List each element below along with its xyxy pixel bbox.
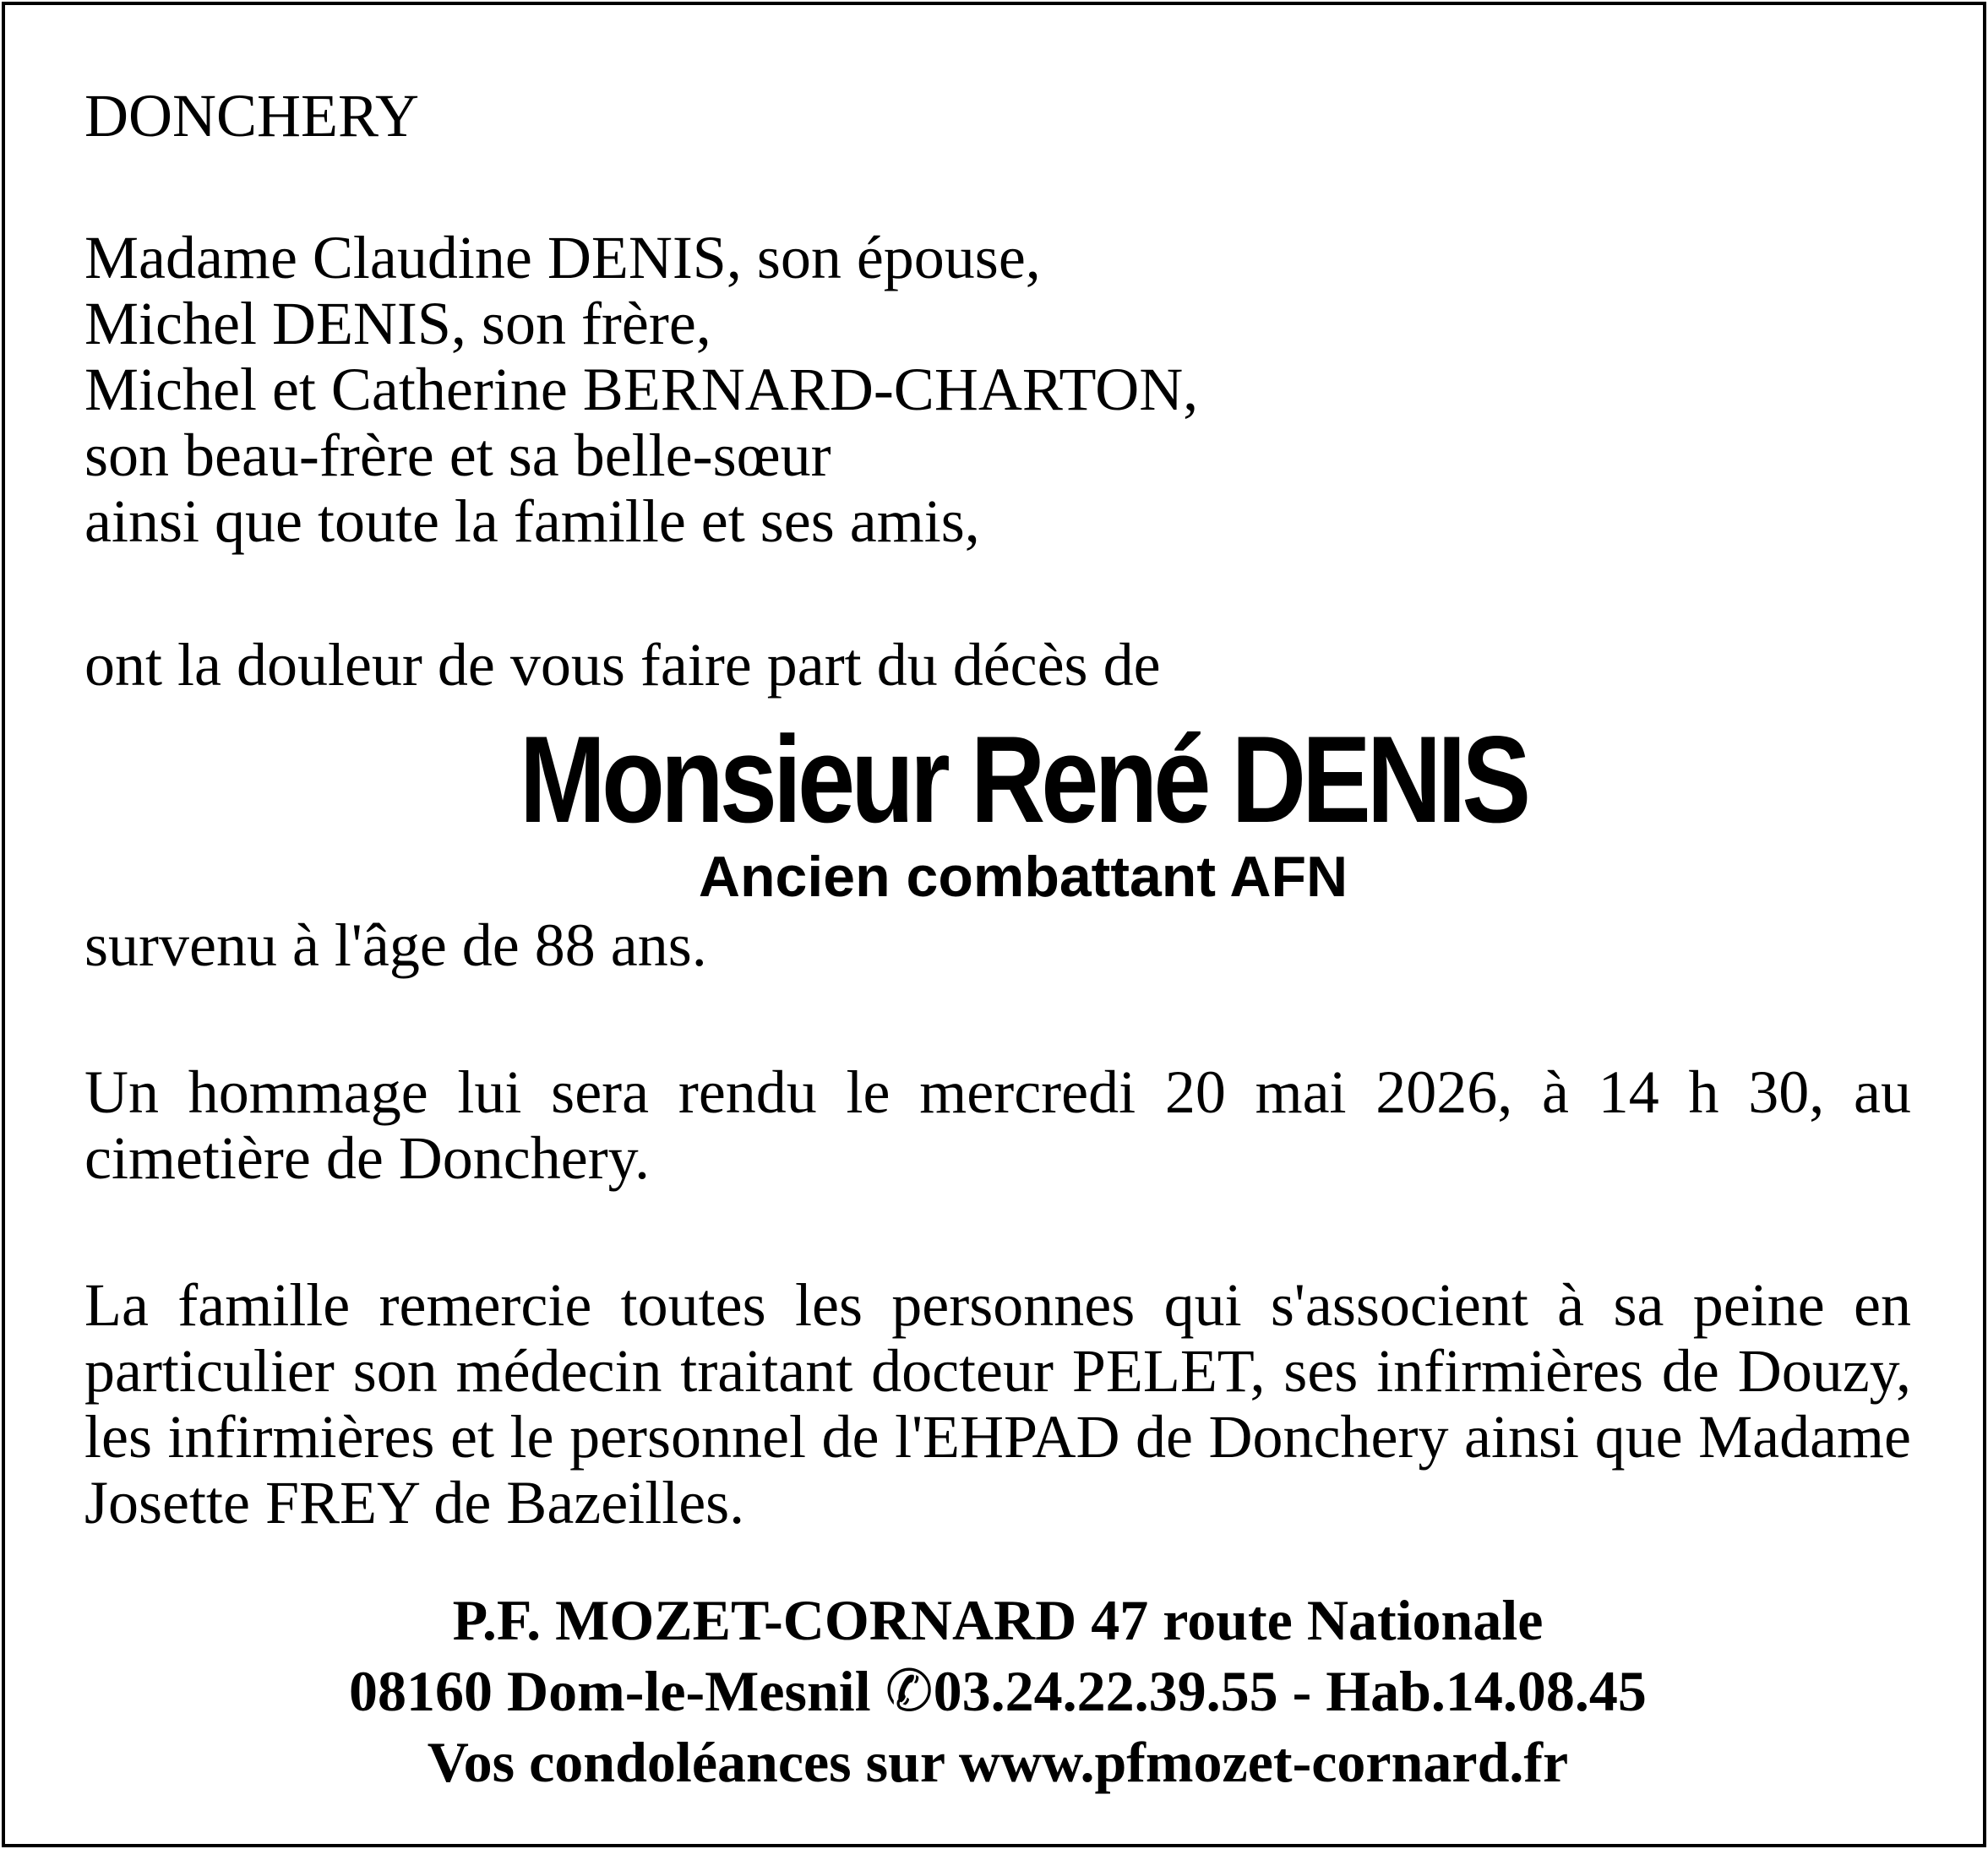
notice-frame [2,2,1986,1847]
funeral-home-address: 08160 Dom-le-Mesnil [349,1659,885,1723]
spacer [84,554,1911,632]
funeral-home-name: P.F. MOZET-CORNARD 47 route Nationale [452,1588,1544,1652]
funeral-home-contact [84,1656,1911,1727]
announcement-text: ont la douleur de vous faire part du décès de [84,631,1161,699]
funeral-home-website: Vos condoléances sur www.pfmozet-cornard.fr [427,1730,1569,1794]
funeral-home-block [84,1585,1911,1797]
ceremony-text: Un hommage lui sera rendu le mercredi 20 mai 2026, à 14 h 30, au cimetière de Donchery. [84,1058,1911,1192]
phone-icon: ✆ [885,1659,934,1723]
spacer [84,149,1911,225]
deceased-title: Ancien combattant AFN [698,845,1348,909]
family-line: ainsi que toute la famille et ses amis, [84,487,980,555]
spacer [84,978,1911,1059]
family-line: son beau-frère et sa belle-sœur [84,421,831,489]
family-line: Michel DENIS, son frère, [84,290,711,357]
age-line: survenu à l'âge de 88 ans. [84,911,707,979]
thanks-text: La famille remercie toutes les personnes qui s'associent à sa peine en particulier son médecin traitant docteur PELET, ses infirmières de Douzy, les infirmières et le personnel de l'EHPAD de Donchery ainsi que Madame Josette FREY de Bazeilles. [84,1271,1911,1536]
spacer [84,1191,1911,1272]
family-list [84,225,1911,554]
deceased-name: Monsieur René DENIS [519,710,1528,848]
town-heading: DONCHERY [84,82,420,150]
family-line: Madame Claudine DENIS, son épouse, [84,224,1041,291]
funeral-home-phone: 03.24.22.39.55 - Hab.14.08.45 [933,1659,1647,1723]
family-line: Michel et Catherine BERNARD-CHARTON, [84,356,1199,423]
obituary-notice [84,83,1911,1797]
